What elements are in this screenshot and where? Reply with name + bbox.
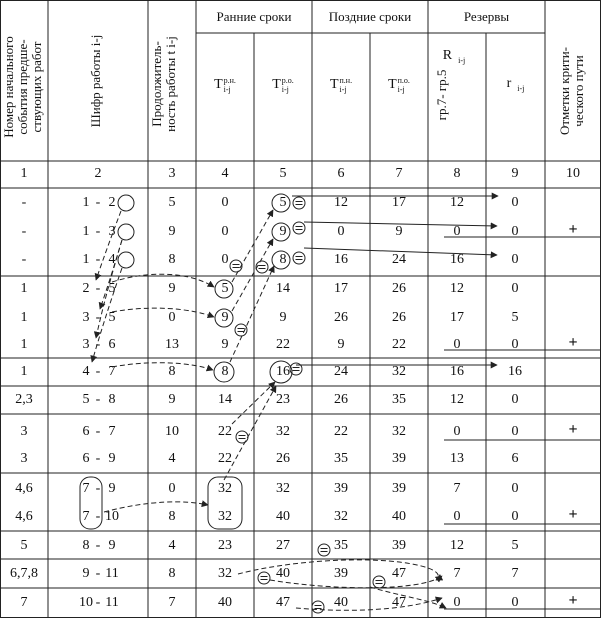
cell-early-start: 0 bbox=[221, 252, 229, 267]
cell-code-i: 7 bbox=[82, 509, 90, 524]
cell-free-reserve: 0 bbox=[511, 337, 519, 352]
cell-code-i: 10 bbox=[79, 595, 93, 610]
cell-late-finish: 35 bbox=[392, 392, 406, 407]
cell-prev-events: 3 bbox=[20, 424, 28, 439]
cell-code-i: 7 bbox=[82, 481, 90, 496]
cell-early-finish: 14 bbox=[276, 281, 290, 296]
header-col7: Tп.о. i-j bbox=[388, 76, 410, 94]
cell-free-reserve: 0 bbox=[511, 481, 519, 496]
cell-total-reserve: 12 bbox=[450, 281, 464, 296]
cell-total-reserve: 0 bbox=[453, 509, 461, 524]
cell-code-sep: - bbox=[95, 595, 101, 610]
cell-duration: 9 bbox=[168, 224, 176, 239]
cell-early-start: 5 bbox=[221, 281, 229, 296]
cell-free-reserve: 0 bbox=[511, 392, 519, 407]
cell-code-sep: - bbox=[95, 252, 101, 267]
cell-code-sep: - bbox=[95, 451, 101, 466]
cell-code-i: 3 bbox=[82, 337, 90, 352]
cell-free-reserve: 0 bbox=[511, 281, 519, 296]
header-col3: Продолжитель- ность работы t i-j bbox=[149, 36, 178, 132]
cell-code-sep: - bbox=[95, 424, 101, 439]
cell-code-sep: - bbox=[95, 566, 101, 581]
cell-duration: 9 bbox=[168, 281, 176, 296]
cell-code-sep: - bbox=[95, 224, 101, 239]
header-col8: R $_{i-j}$ bbox=[442, 48, 466, 65]
cell-total-reserve: 7 bbox=[453, 566, 461, 581]
cell-code-j: 7 bbox=[108, 364, 116, 379]
cell-duration: 9 bbox=[168, 392, 176, 407]
cell-total-reserve: 0 bbox=[453, 424, 461, 439]
cell-total-reserve: 16 bbox=[450, 252, 464, 267]
critical-path-mark: + bbox=[568, 334, 578, 351]
cell-code-sep: - bbox=[95, 509, 101, 524]
cell-prev-events: 1 bbox=[20, 337, 28, 352]
cell-early-finish: 27 bbox=[276, 538, 290, 553]
cell-early-finish: 9 bbox=[279, 224, 287, 239]
header-reserves: Резервы bbox=[463, 9, 510, 24]
cell-total-reserve: 7 bbox=[453, 481, 461, 496]
cell-free-reserve: 6 bbox=[511, 451, 519, 466]
cell-late-finish: 47 bbox=[392, 566, 406, 581]
cell-prev-events: - bbox=[21, 195, 27, 210]
cell-total-reserve: 12 bbox=[450, 392, 464, 407]
cell-total-reserve: 0 bbox=[453, 595, 461, 610]
cell-early-start: 0 bbox=[221, 195, 229, 210]
cell-late-start: 35 bbox=[334, 538, 348, 553]
cell-early-finish: 40 bbox=[276, 566, 290, 581]
cell-early-finish: 26 bbox=[276, 451, 290, 466]
cell-free-reserve: 0 bbox=[511, 424, 519, 439]
cell-early-finish: 22 bbox=[276, 337, 290, 352]
cell-code-j: 9 bbox=[108, 538, 116, 553]
cell-late-start: 26 bbox=[334, 310, 348, 325]
header-col4: Tр.н. i-j bbox=[214, 76, 236, 94]
cell-prev-events: 1 bbox=[20, 364, 28, 379]
cell-late-finish: 40 bbox=[392, 509, 406, 524]
cell-code-i: 3 bbox=[82, 310, 90, 325]
cell-total-reserve: 0 bbox=[453, 337, 461, 352]
column-number: 4 bbox=[221, 166, 229, 181]
cell-early-finish: 40 bbox=[276, 509, 290, 524]
cell-duration: 0 bbox=[168, 481, 176, 496]
cell-prev-events: - bbox=[21, 252, 27, 267]
cell-code-sep: - bbox=[95, 337, 101, 352]
cell-duration: 8 bbox=[168, 566, 176, 581]
cell-code-i: 9 bbox=[82, 566, 90, 581]
cell-code-j: 7 bbox=[108, 424, 116, 439]
cell-late-start: 39 bbox=[334, 566, 348, 581]
cell-code-sep: - bbox=[95, 481, 101, 496]
cell-early-start: 22 bbox=[218, 424, 232, 439]
cell-late-finish: 17 bbox=[392, 195, 406, 210]
cell-early-finish: 9 bbox=[279, 310, 287, 325]
critical-path-mark: + bbox=[568, 221, 578, 238]
cell-free-reserve: 5 bbox=[511, 538, 519, 553]
cell-late-finish: 39 bbox=[392, 481, 406, 496]
cell-prev-events: 7 bbox=[20, 595, 28, 610]
cell-early-start: 32 bbox=[218, 566, 232, 581]
cell-early-start: 14 bbox=[218, 392, 232, 407]
cell-early-start: 9 bbox=[221, 337, 229, 352]
cell-early-start: 8 bbox=[221, 364, 229, 379]
cell-code-j: 2 bbox=[108, 195, 116, 210]
cell-late-start: 26 bbox=[334, 392, 348, 407]
cell-code-sep: - bbox=[95, 538, 101, 553]
cell-early-start: 0 bbox=[221, 224, 229, 239]
header-col6: Tп.н. i-j bbox=[329, 76, 353, 94]
cell-code-j: 3 bbox=[108, 224, 116, 239]
column-number: 2 bbox=[94, 166, 102, 181]
cell-early-start: 40 bbox=[218, 595, 232, 610]
cell-late-start: 9 bbox=[337, 337, 345, 352]
cell-prev-events: 1 bbox=[20, 310, 28, 325]
cell-free-reserve: 5 bbox=[511, 310, 519, 325]
cell-code-sep: - bbox=[95, 281, 101, 296]
cell-late-start: 12 bbox=[334, 195, 348, 210]
cell-code-i: 6 bbox=[82, 451, 90, 466]
cell-early-finish: 16 bbox=[276, 364, 290, 379]
column-number: 5 bbox=[279, 166, 287, 181]
cell-late-finish: 24 bbox=[392, 252, 406, 267]
cell-late-start: 40 bbox=[334, 595, 348, 610]
cell-code-j: 11 bbox=[105, 595, 119, 610]
cell-late-start: 35 bbox=[334, 451, 348, 466]
cell-total-reserve: 13 bbox=[450, 451, 464, 466]
cell-duration: 5 bbox=[168, 195, 176, 210]
header-late-dates: Поздние сроки bbox=[328, 9, 412, 24]
column-number: 7 bbox=[395, 166, 403, 181]
cell-late-start: 24 bbox=[334, 364, 348, 379]
cell-prev-events: 5 bbox=[20, 538, 28, 553]
cell-late-start: 32 bbox=[334, 509, 348, 524]
cell-late-start: 39 bbox=[334, 481, 348, 496]
cell-free-reserve: 16 bbox=[508, 364, 522, 379]
cell-code-j: 9 bbox=[108, 451, 116, 466]
cell-code-i: 8 bbox=[82, 538, 90, 553]
cell-code-i: 5 bbox=[82, 392, 90, 407]
cell-early-start: 9 bbox=[221, 310, 229, 325]
cell-early-finish: 5 bbox=[279, 195, 287, 210]
cell-prev-events: 3 bbox=[20, 451, 28, 466]
header-col8-note: гр.7- гр.5 bbox=[434, 69, 449, 121]
column-number: 10 bbox=[566, 166, 580, 181]
cell-code-j: 8 bbox=[108, 392, 116, 407]
cell-code-j: 4 bbox=[108, 252, 116, 267]
cell-code-j: 6 bbox=[108, 337, 116, 352]
cell-prev-events: 4,6 bbox=[15, 509, 33, 524]
cell-late-start: 17 bbox=[334, 281, 348, 296]
header-col5: Tр.о. i-j bbox=[272, 76, 294, 94]
cell-early-finish: 8 bbox=[279, 252, 287, 267]
cell-code-i: 2 bbox=[82, 281, 90, 296]
cell-free-reserve: 7 bbox=[511, 566, 519, 581]
column-number: 8 bbox=[453, 166, 461, 181]
cell-late-finish: 47 bbox=[392, 595, 406, 610]
cell-duration: 10 bbox=[165, 424, 179, 439]
cell-duration: 8 bbox=[168, 509, 176, 524]
cell-early-finish: 32 bbox=[276, 424, 290, 439]
cell-free-reserve: 0 bbox=[511, 252, 519, 267]
cell-late-finish: 39 bbox=[392, 538, 406, 553]
cell-prev-events: - bbox=[21, 224, 27, 239]
cell-total-reserve: 12 bbox=[450, 538, 464, 553]
cell-early-start: 23 bbox=[218, 538, 232, 553]
critical-path-mark: + bbox=[568, 592, 578, 609]
cell-code-i: 1 bbox=[82, 252, 90, 267]
cell-duration: 0 bbox=[168, 310, 176, 325]
cell-prev-events: 6,7,8 bbox=[10, 566, 38, 581]
cell-late-start: 16 bbox=[334, 252, 348, 267]
cell-total-reserve: 0 bbox=[453, 224, 461, 239]
header-col1: Номер начального события предше- ствующих работ bbox=[1, 36, 44, 138]
cell-duration: 4 bbox=[168, 538, 176, 553]
cell-early-finish: 23 bbox=[276, 392, 290, 407]
cell-duration: 8 bbox=[168, 252, 176, 267]
cell-early-start: 32 bbox=[218, 509, 232, 524]
cell-total-reserve: 12 bbox=[450, 195, 464, 210]
column-number: 3 bbox=[168, 166, 176, 181]
cell-late-finish: 32 bbox=[392, 364, 406, 379]
cell-code-j: 10 bbox=[105, 509, 119, 524]
cell-late-finish: 22 bbox=[392, 337, 406, 352]
cell-code-i: 1 bbox=[82, 195, 90, 210]
cell-early-finish: 32 bbox=[276, 481, 290, 496]
cell-free-reserve: 0 bbox=[511, 595, 519, 610]
cell-duration: 7 bbox=[168, 595, 176, 610]
cell-late-finish: 32 bbox=[392, 424, 406, 439]
critical-path-mark: + bbox=[568, 421, 578, 438]
cell-late-finish: 9 bbox=[395, 224, 403, 239]
cell-total-reserve: 16 bbox=[450, 364, 464, 379]
cell-prev-events: 4,6 bbox=[15, 481, 33, 496]
cell-early-start: 32 bbox=[218, 481, 232, 496]
cell-duration: 13 bbox=[165, 337, 179, 352]
cell-code-j: 11 bbox=[105, 566, 119, 581]
cell-code-i: 1 bbox=[82, 224, 90, 239]
cell-duration: 4 bbox=[168, 451, 176, 466]
cell-code-j: 5 bbox=[108, 310, 116, 325]
cell-code-j: 9 bbox=[108, 481, 116, 496]
cell-free-reserve: 0 bbox=[511, 509, 519, 524]
header-early-dates: Ранние сроки bbox=[216, 9, 292, 24]
cell-early-start: 22 bbox=[218, 451, 232, 466]
cell-early-finish: 47 bbox=[276, 595, 290, 610]
cell-code-sep: - bbox=[95, 195, 101, 210]
cell-late-finish: 39 bbox=[392, 451, 406, 466]
cell-code-i: 4 bbox=[82, 364, 90, 379]
cell-code-sep: - bbox=[95, 310, 101, 325]
cell-code-j: 5 bbox=[108, 281, 116, 296]
column-number: 6 bbox=[337, 166, 345, 181]
cell-late-finish: 26 bbox=[392, 310, 406, 325]
cell-code-sep: - bbox=[95, 392, 101, 407]
cell-late-start: 0 bbox=[337, 224, 345, 239]
header-col2: Шифр работы i-j bbox=[88, 34, 103, 128]
cell-duration: 8 bbox=[168, 364, 176, 379]
cell-code-i: 6 bbox=[82, 424, 90, 439]
cell-free-reserve: 0 bbox=[511, 224, 519, 239]
column-number: 1 bbox=[20, 166, 28, 181]
cell-prev-events: 2,3 bbox=[15, 392, 33, 407]
cell-total-reserve: 17 bbox=[450, 310, 464, 325]
cell-late-finish: 26 bbox=[392, 281, 406, 296]
cell-code-sep: - bbox=[95, 364, 101, 379]
column-number: 9 bbox=[511, 166, 519, 181]
critical-path-mark: + bbox=[568, 506, 578, 523]
header-col9: r $_{i-j}$ bbox=[506, 76, 525, 93]
header-col10: Отметки крити- ческого пути bbox=[557, 47, 586, 136]
cell-free-reserve: 0 bbox=[511, 195, 519, 210]
cell-prev-events: 1 bbox=[20, 281, 28, 296]
cell-late-start: 22 bbox=[334, 424, 348, 439]
